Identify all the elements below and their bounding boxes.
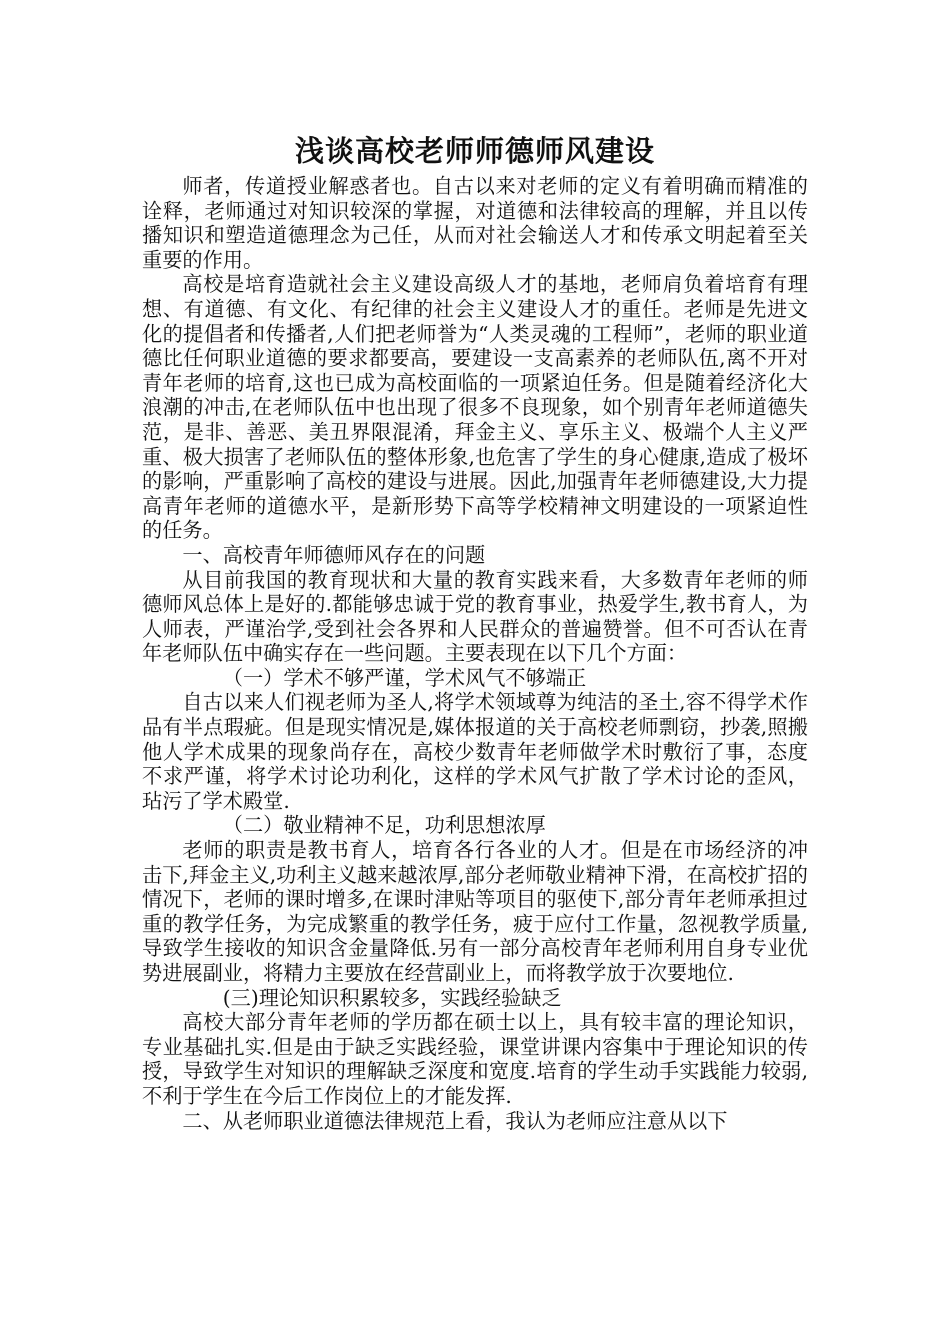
paragraph-practice: 高校大部分青年老师的学历都在硕士以上，具有较丰富的理论知识，专业基础扎实.但是由于缺乏实践经验，课堂讲课内容集中于理论知识的传授，导致学生对知识的理解缺乏深度和宽度.培育的学生动手实践能力较弱,不利于学生在今后工作岗位上的才能发挥.: [142, 1010, 808, 1108]
subsection-heading-2: （二）敬业精神不足，功利思想浓厚: [222, 813, 546, 838]
paragraph-academic: 自古以来人们视老师为圣人,将学术领域尊为纯洁的圣土,容不得学术作品有半点瑕疵。但是现实情况是,媒体报道的关于高校老师剽窃，抄袭,照搬他人学术成果的现象尚存在，高校少数青年老师做学术时敷衍了事，态度不求严谨，将学术讨论功利化，这样的学术风气扩散了学术讨论的歪风，玷污了学术殿堂.: [142, 690, 808, 813]
document-page: [142, 128, 808, 1133]
subsection-heading-3: (三)理论知识积累较多，实践经验缺乏: [222, 985, 562, 1010]
paragraph-intro: 师者，传道授业解惑者也。自古以来对老师的定义有着明确而精准的诠释，老师通过对知识较深的掌握，对道德和法律较高的理解，并且以传播知识和塑造道德理念为己任，从而对社会输送人才和传承文明起着至关重要的作用。: [142, 174, 808, 272]
document-title: 浅谈高校老师师德师风建设: [294, 134, 655, 168]
paragraph-overview: 从目前我国的教育现状和大量的教育实践来看，大多数青年老师的师德师风总体上是好的.都能够忠诚于党的教育事业，热爱学生,教书育人，为人师表，严谨治学,受到社会各界和人民群众的普遍赞誉。但不可否认在青年老师队伍中确实存在一些问题。主要表现在以下几个方面：: [142, 567, 808, 666]
subsection-heading-1: （一）学术不够严谨，学术风气不够端正: [222, 665, 587, 690]
paragraph-background: 高校是培育造就社会主义建设高级人才的基地，老师肩负着培育有理想、有道德、有文化、有纪律的社会主义建设人才的重任。老师是先进文化的提倡者和传播者,人们把老师誉为“人类灵魂的工程师”，老师的职业道德比任何职业道德的要求都要高，要建设一支高素养的老师队伍,离不开对青年老师的培育,这也已成为高校面临的一项紧迫任务。但是随着经济化大浪潮的冲击,在老师队伍中也出现了很多不良现象，如个别青年老师道德失范，是非、善恶、美丑界限混淆，拜金主义、享乐主义、极端个人主义严重、极大损害了老师队伍的整体形象,也危害了学生的身心健康,造成了极坏的影响，严重影响了高校的建设与进展。因此,加强青年老师德建设,大力提高青年老师的道德水平，是新形势下高等学校精神文明建设的一项紧迫性的任务。: [142, 272, 808, 543]
section-heading-2: 二、从老师职业道德法律规范上看，我认为老师应注意从以下: [182, 1108, 728, 1133]
section-heading-1: 一、高校青年师德师风存在的问题: [182, 542, 486, 567]
document-body: [142, 174, 808, 1133]
paragraph-dedication: 老师的职责是教书育人，培育各行各业的人才。但是在市场经济的冲击下,拜金主义,功利主义越来越浓厚,部分老师敬业精神下滑，在高校扩招的情况下，老师的课时增多,在课时津贴等项目的驱使下,部分青年老师承担过重的教学任务，为完成繁重的教学任务，疲于应付工作量，忽视教学质量,导致学生接收的知识含金量降低.另有一部分高校青年老师利用自身专业优势进展副业，将精力主要放在经营副业上，而将教学放于次要地位.: [142, 838, 808, 985]
